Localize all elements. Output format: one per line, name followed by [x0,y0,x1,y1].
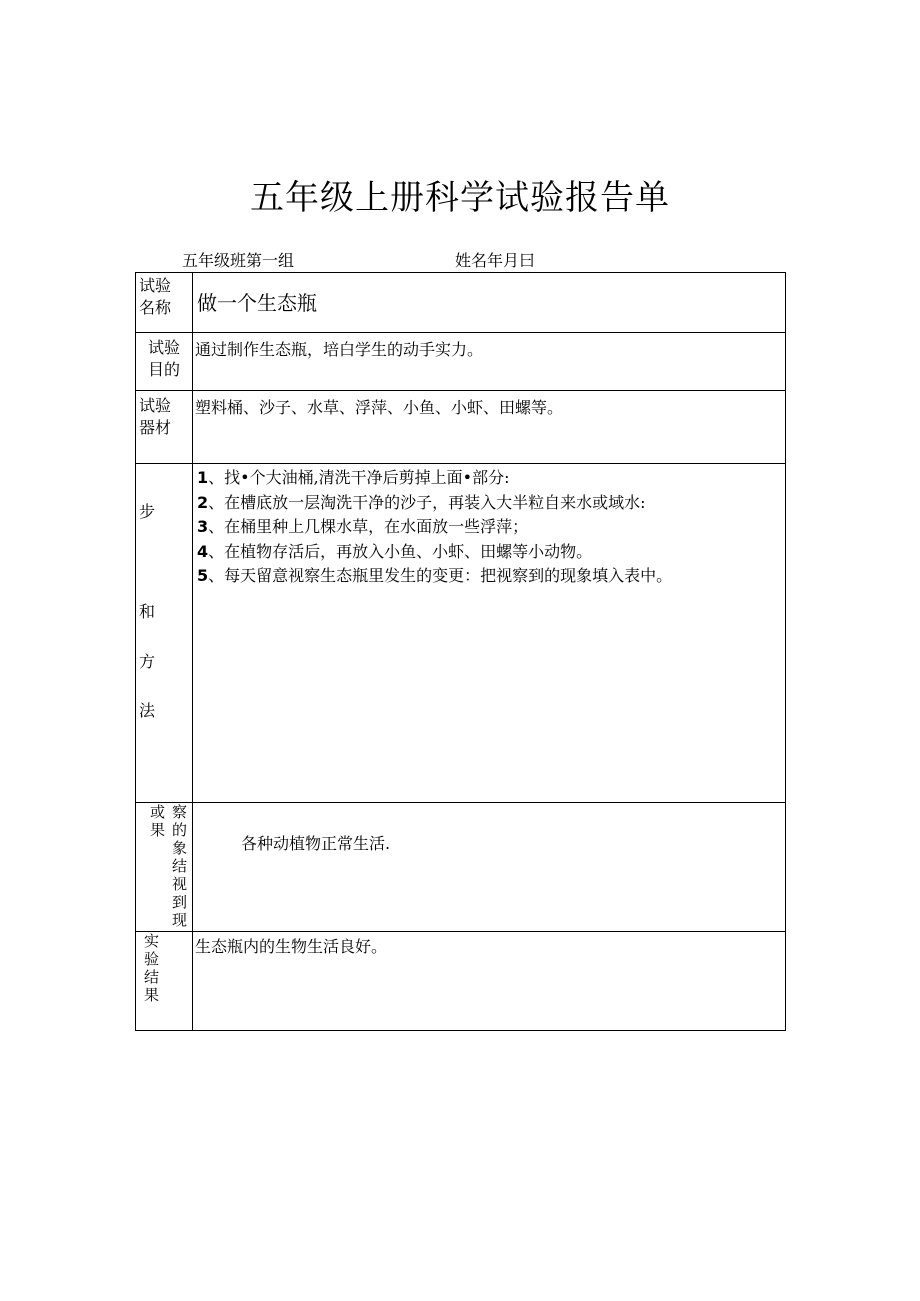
label-char: 的 [172,821,188,839]
result-label [144,932,159,1004]
cell-result [193,932,786,1031]
label-line: 试验 [148,338,181,357]
label-char: 结 [172,857,188,875]
label-char: 结 [144,968,160,986]
step-item [197,515,783,540]
observation-value: 各种动植物正常生活. [241,834,391,853]
label-steps [136,464,193,803]
report-table [135,272,786,1031]
result-value: 生态瓶内的生物生活良好。 [195,937,388,956]
cell-experiment-name [193,273,786,333]
label-char: 法 [139,701,156,720]
class-group-text: 五年级班第一组 [182,251,295,270]
page-title: 五年级上册科学试验报告单 [250,178,670,218]
row-experiment-name [136,273,786,333]
label-char: 实 [144,932,160,950]
label-line: 试验 [139,276,172,295]
step-item [197,491,783,516]
label-char: 果 [150,821,166,839]
step-number: 2 [197,492,209,512]
label-result [136,932,193,1031]
row-purpose [136,333,786,391]
step-item [197,540,783,565]
label-char: 果 [144,986,160,1004]
purpose-value: 通过制作生态瓶，培白学生的动手实力。 [195,340,484,359]
label-line: 试验 [139,396,172,415]
row-observation [136,803,786,932]
label-char: 现 [172,911,188,929]
experiment-name-value: 做一个生态瓶 [197,291,317,315]
step-text: 、在植物存活后，再放入小鱼、小虾、田螺等小动物。 [208,541,593,561]
cell-materials [193,391,786,464]
step-number: 4 [197,541,209,561]
label-materials [136,391,193,464]
cell-steps [193,464,786,803]
row-materials [136,391,786,464]
label-line: 名称 [139,298,172,317]
label-observation [136,803,193,932]
step-number: 1 [197,468,209,487]
row-steps [136,464,786,803]
step-text: 、在桶里种上几棵水草，在水面放一些浮萍； [208,517,529,536]
cell-purpose [193,333,786,391]
step-item [197,564,783,589]
label-char: 和 [139,602,156,621]
label-line: 目的 [148,360,181,379]
cell-observation [193,803,786,932]
steps-list [193,464,785,589]
label-char: 或 [150,803,166,821]
label-char: 视 [172,875,188,893]
row-result [136,932,786,1031]
obs-label-left [150,803,165,839]
label-char: 象 [172,839,188,857]
name-date-text: 姓名年月曰 [455,251,536,270]
step-text: 、找•个大油桶,清洗干净后剪掉上面•部分: [208,468,510,487]
label-char: 到 [172,893,188,911]
step-number: 5 [197,566,209,585]
label-char: 验 [144,950,160,968]
label-experiment-name [136,273,193,333]
materials-value: 塑料桶、沙子、水草、浮萍、小鱼、小虾、田螺等。 [195,398,564,417]
label-purpose [136,333,193,391]
step-text: 、每天留意视察生态瓶里发生的变更：把视察到的现象填入表中。 [208,566,673,585]
label-line: 器材 [139,418,172,437]
step-number: 3 [197,517,209,536]
step-item [197,466,783,491]
label-char: 察 [172,803,188,821]
label-char: 步 [139,502,156,521]
label-char: 方 [139,652,156,671]
obs-label-right [172,803,187,929]
step-text: 、在槽底放一层淘洗干净的沙子，再装入大半粒自来水或域水: [208,492,646,512]
